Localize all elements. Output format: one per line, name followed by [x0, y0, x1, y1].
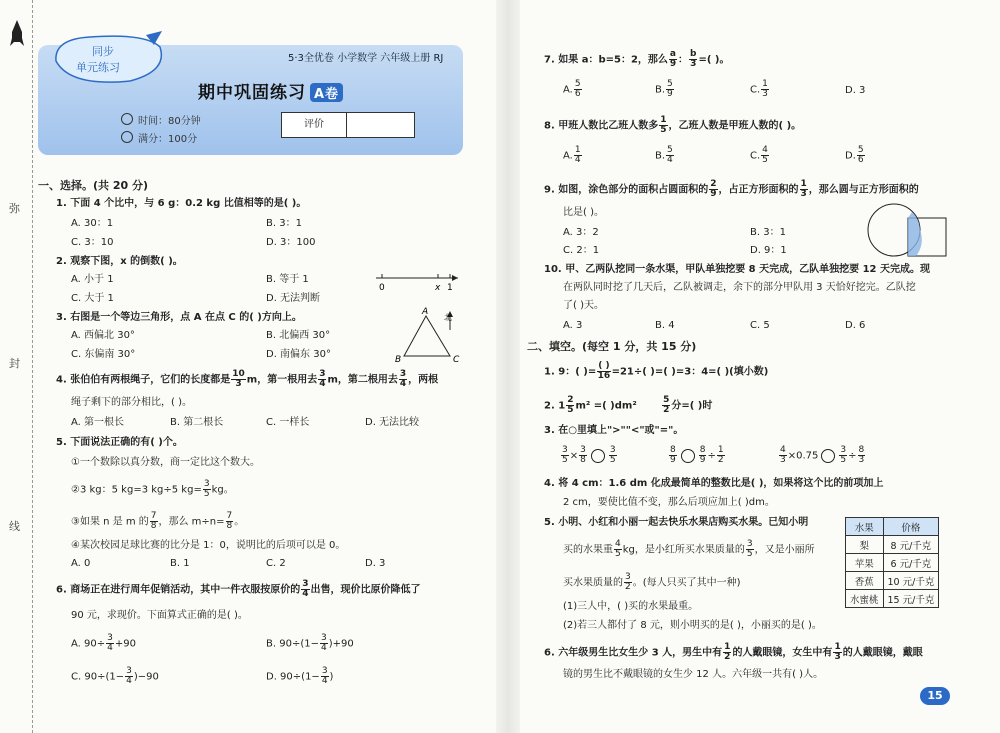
f3-compare-2[interactable]: $\frac{8}{9}$ $\frac{8}{9}$ ÷ $\frac{1}{2}$: [670, 445, 724, 465]
q8-stem: 8. 甲班人数比乙班人数多 $\frac{1}{5}$ ，乙班人数是甲班人数的( )。: [544, 115, 802, 135]
q4-option-a[interactable]: A. 第一根长: [71, 417, 125, 428]
q7-stem: 7. 如果 a：b=5：2，那么 $\frac{a}{9}$ ： $\frac{b}{3}$ =( )。: [544, 49, 730, 69]
q10-stem-cont-1: 在两队同时挖了几天后，乙队被调走，余下的部分甲队用 3 天恰好挖完。乙队挖: [563, 282, 916, 293]
page-number: 15: [920, 687, 950, 705]
f4-stem-cont: 2 cm，要使比值不变，那么后项应加上( )dm。: [563, 497, 775, 508]
q6-option-b[interactable]: B. 90÷(1− $\frac{3}{4}$ )+90: [266, 633, 354, 653]
q7-option-a[interactable]: A. $\frac{5}{6}$: [563, 79, 581, 99]
q8-option-a[interactable]: A. $\frac{1}{4}$: [563, 145, 581, 165]
header-banner: [38, 45, 463, 155]
f5-sub-2: (2)若三人都付了 8 元，则小明买的是( )，小丽买的是( )。: [563, 620, 822, 631]
section-badge: [50, 31, 168, 87]
vertex-a-label: A: [422, 307, 429, 317]
q9-option-c[interactable]: C. 2：1: [563, 245, 600, 256]
q5-option-a[interactable]: A. 0: [71, 558, 91, 569]
q7-option-b[interactable]: B. $\frac{5}{9}$: [655, 79, 673, 99]
q3-stem: 3. 右图是一个等边三角形，点 A 在点 C 的( )方向上。: [56, 312, 302, 323]
vertex-b-label: B: [395, 355, 402, 365]
q9-option-a[interactable]: A. 3：2: [563, 227, 599, 238]
q5-statement-3: ③如果 n 是 m 的 $\frac{7}{8}$ ，那么 m÷n= $\frac{7}{8}$ 。: [71, 511, 245, 531]
q6-option-a[interactable]: A. 90÷ $\frac{3}{4}$ +90: [71, 633, 136, 653]
f4-stem: 4. 将 4 cm：1.6 dm 化成最简单的整数比是( )，如果将这个比的前项加上: [544, 478, 884, 489]
q7-option-c[interactable]: C. $\frac{1}{3}$: [750, 79, 768, 99]
svg-text:同步: 同步: [92, 45, 114, 58]
f6-stem-cont: 镜的男生比不戴眼镜的女生少 12 人。六年级一共有( )人。: [563, 669, 824, 680]
circle-square-diagram: [866, 202, 956, 258]
q8-option-b[interactable]: B. $\frac{5}{4}$: [655, 145, 673, 165]
q3-option-c[interactable]: C. 东偏南 30°: [71, 349, 136, 360]
compare-circle-2: [681, 449, 695, 463]
q4-option-c[interactable]: C. 一样长: [266, 417, 310, 428]
triangle-diagram: [392, 306, 464, 366]
table-row: 水蜜桃 15 元/千克: [846, 590, 939, 608]
table-row: 梨 8 元/千克: [846, 536, 939, 554]
time-info: 时间：80分钟: [121, 112, 201, 127]
number-line-x: x: [435, 283, 441, 293]
q3-option-a[interactable]: A. 西偏北 30°: [71, 330, 135, 341]
q1-option-a[interactable]: A. 30：1: [71, 218, 114, 229]
f5-sub-1: (1)三人中，( )买的水果最重。: [563, 601, 699, 612]
q9-stem: 9. 如图，涂色部分的面积占圆面积的 $\frac{2}{9}$ ，占正方形面积的 $\frac{1}{3}$ ，那么圆与正方形面积的: [544, 179, 919, 199]
section-2-heading: 二、填空。(每空 1 分，共 15 分): [527, 340, 697, 353]
north-label: 北: [444, 313, 452, 322]
q9-option-d[interactable]: D. 9：1: [750, 245, 787, 256]
compare-circle-3: [821, 449, 835, 463]
q10-stem: 10. 甲、乙两队挖同一条水渠，甲队单独挖要 8 天完成，乙队单独挖要 12 天完成。现: [544, 264, 930, 275]
q1-stem: 1. 下面 4 个比中，与 6 g：0.2 kg 比值相等的是( )。: [56, 198, 307, 209]
f3-compare-3[interactable]: $\frac{4}{3}$ ×0.75 $\frac{3}{5}$ ÷ $\frac{8}{3}$: [780, 445, 865, 465]
q10-option-d[interactable]: D. 6: [845, 320, 866, 331]
f3-stem: 3. 在○里填上">""<"或"="。: [544, 425, 684, 436]
q3-option-b[interactable]: B. 北偏西 30°: [266, 330, 331, 341]
f6-stem: 6. 六年级男生比女生少 3 人，男生中有 $\frac{1}{2}$ 的人戴眼镜，女生中有 $\frac{1}{3}$ 的人戴眼镜，戴眼: [544, 642, 923, 662]
page-gutter: [496, 0, 520, 733]
q7-option-d[interactable]: D. 3: [845, 85, 866, 96]
f3-compare-1[interactable]: $\frac{3}{5}$ × $\frac{3}{8}$ $\frac{3}{5}$: [562, 445, 616, 465]
q6-stem: 6. 商场正在进行周年促销活动，其中一件衣服按原价的 $\frac{3}{4}$ 出售，现价比原价降低了: [56, 579, 421, 599]
f5-stem-2: 买的水果重 $\frac{4}{5}$ kg，是小红所买水果质量的 $\frac{3}{5}$ ，又是小丽所: [563, 539, 815, 559]
f2-stem: 2. 1 $\frac{2}{5}$ m² =( )dm² $\frac{5}{2}$ 分=( )时: [544, 395, 713, 415]
svg-text:单元练习: 单元练习: [76, 61, 120, 74]
binding-label-2: 封: [9, 357, 20, 370]
table-row: 苹果 6 元/千克: [846, 554, 939, 572]
compare-circle-1: [591, 449, 605, 463]
price-col-header: 价格: [883, 518, 939, 536]
page-title: 期中巩固练习 A卷: [198, 78, 343, 103]
q5-option-c[interactable]: C. 2: [266, 558, 286, 569]
q9-option-b[interactable]: B. 3：1: [750, 227, 786, 238]
f1-stem: 1. 9：( )= ( ) 16 =21÷( )=( )=3：4=( )(填小数): [544, 361, 769, 381]
number-line-0: 0: [379, 283, 385, 293]
rocket-icon: [10, 20, 24, 50]
q6-option-d[interactable]: D. 90÷(1− $\frac{3}{4}$ ): [266, 666, 334, 686]
f5-stem-3: 买水果质量的 $\frac{3}{2}$ 。(每人只买了其中一种): [563, 572, 741, 592]
score-info: 满分：100分: [121, 130, 197, 145]
q1-option-b[interactable]: B. 3：1: [266, 218, 302, 229]
q6-stem-cont: 90 元，求现价。下面算式正确的是( )。: [71, 610, 248, 621]
q2-option-a[interactable]: A. 小于 1: [71, 274, 114, 285]
q1-option-c[interactable]: C. 3：10: [71, 237, 114, 248]
clock-icon: [121, 113, 133, 125]
q8-option-c[interactable]: C. $\frac{4}{5}$: [750, 145, 768, 165]
q4-option-d[interactable]: D. 无法比较: [365, 417, 420, 428]
q5-statement-1: ①一个数除以真分数，商一定比这个数大。: [71, 457, 260, 468]
q5-statement-2: ②3 kg：5 kg=3 kg÷5 kg= $\frac{3}{5}$ kg。: [71, 479, 234, 499]
fruit-col-header: 水果: [846, 518, 884, 536]
q10-option-a[interactable]: A. 3: [563, 320, 583, 331]
q9-stem-cont: 比是( )。: [563, 207, 604, 218]
q2-option-d[interactable]: D. 无法判断: [266, 293, 321, 304]
q10-stem-cont-2: 了( )天。: [563, 300, 604, 311]
binding-margin: [0, 0, 33, 733]
binding-label-1: 弥: [9, 202, 20, 215]
q2-option-c[interactable]: C. 大于 1: [71, 293, 114, 304]
binding-label-3: 线: [9, 520, 20, 533]
section-1-heading: 一、选择。(共 20 分): [38, 179, 149, 192]
vertex-c-label: C: [453, 355, 460, 365]
f5-stem: 5. 小明、小红和小丽一起去快乐水果店购买水果。已知小明: [544, 517, 809, 528]
q4-option-b[interactable]: B. 第二根长: [170, 417, 224, 428]
q4-stem-cont: 绳子剩下的部分相比，( )。: [71, 397, 192, 408]
q2-stem: 2. 观察下图，x 的倒数( )。: [56, 256, 183, 267]
book-info: 5·3全优卷 小学数学 六年级上册 RJ: [288, 53, 444, 64]
q10-option-c[interactable]: C. 5: [750, 320, 770, 331]
fruit-price-table: [845, 517, 939, 608]
q3-option-d[interactable]: D. 南偏东 30°: [266, 349, 331, 360]
evaluation-box: 评价: [281, 112, 415, 138]
q5-option-b[interactable]: B. 1: [170, 558, 190, 569]
q5-statement-4: ④某次校园足球比赛的比分是 1：0，说明比的后项可以是 0。: [71, 540, 346, 551]
q1-option-d[interactable]: D. 3：100: [266, 237, 316, 248]
q5-option-d[interactable]: D. 3: [365, 558, 386, 569]
medal-icon: [121, 131, 133, 143]
q5-stem: 5. 下面说法正确的有( )个。: [56, 437, 183, 448]
table-row: 香蕉 10 元/千克: [846, 572, 939, 590]
q8-option-d[interactable]: D. $\frac{5}{6}$: [845, 145, 864, 165]
q6-option-c[interactable]: C. 90÷(1− $\frac{3}{4}$ )−90: [71, 666, 159, 686]
q2-option-b[interactable]: B. 等于 1: [266, 274, 309, 285]
number-line-diagram: [372, 268, 462, 294]
version-badge: A卷: [310, 83, 343, 102]
q4-stem: 4. 张伯伯有两根绳子，它们的长度都是 $\frac{10}{3}$ m，第一根用去 $\frac{3}{4}$ m，第二根用去 $\frac{3}{4}$ ，两根: [56, 369, 439, 389]
q10-option-b[interactable]: B. 4: [655, 320, 675, 331]
number-line-1: 1: [447, 283, 453, 293]
